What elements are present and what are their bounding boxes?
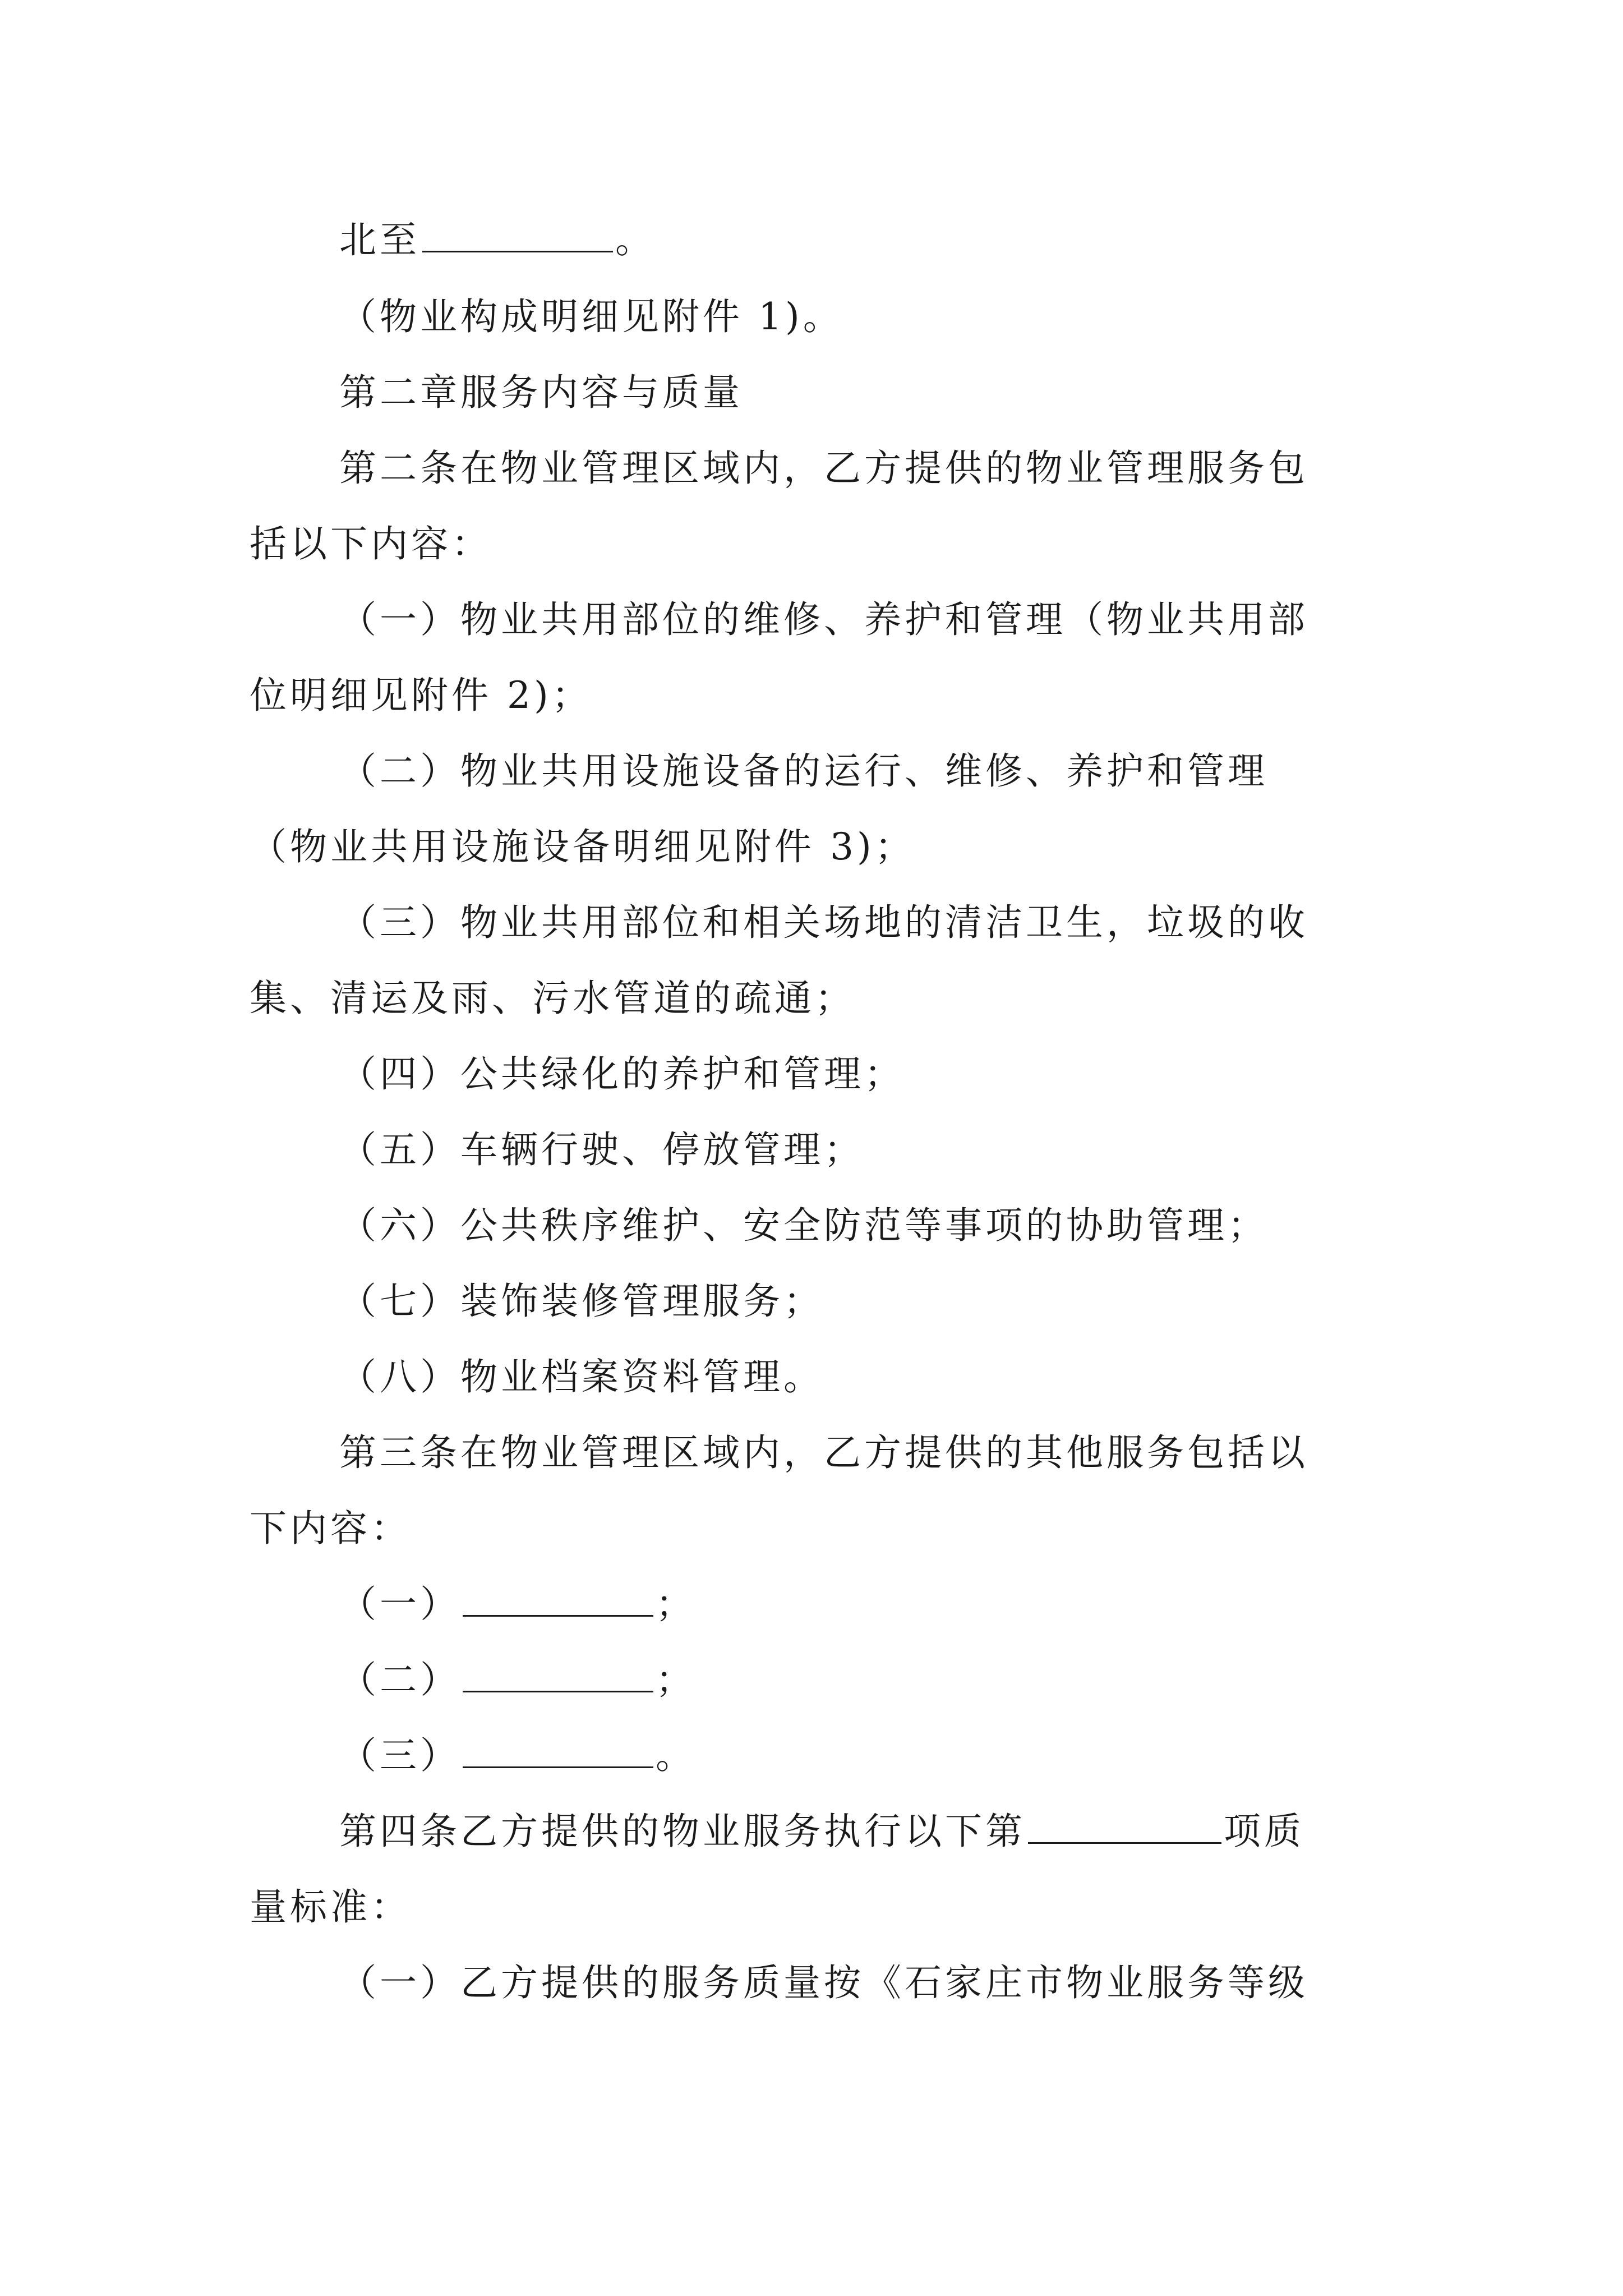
article-4-line: 量标准：	[250, 1885, 411, 1929]
blank-field	[463, 1580, 653, 1617]
list-item-line: （物业共用设施设备明细见附件 3)；	[250, 825, 915, 868]
article-3-line: 第三条在物业管理区域内，乙方提供的其他服务包括以	[339, 1431, 1308, 1474]
list-item-line: （六）公共秩序维护、安全防范等事项的协助管理；	[339, 1204, 1268, 1247]
text: 。	[656, 1734, 696, 1777]
text: 项质	[1224, 1810, 1304, 1853]
list-item-line: （四）公共绿化的养护和管理；	[339, 1052, 905, 1096]
list-item-line: （五）车辆行驶、停放管理；	[339, 1128, 864, 1171]
list-item-line: （二）物业共用设施设备的运行、维修、养护和管理	[339, 749, 1268, 793]
article-2-line: 第二条在物业管理区域内，乙方提供的物业管理服务包	[339, 447, 1308, 490]
list-item-line: （七）装饰装修管理服务；	[339, 1280, 824, 1323]
text: ；	[656, 1582, 696, 1626]
blank-field	[463, 1732, 653, 1768]
text: ；	[656, 1658, 696, 1701]
list-item-line: 集、清运及雨、污水管道的疏通；	[250, 977, 855, 1020]
text: 第四条乙方提供的物业服务执行以下第	[339, 1810, 1026, 1853]
text: （一）	[339, 1582, 460, 1626]
text: （二）	[339, 1658, 460, 1701]
blank-field	[1028, 1807, 1221, 1844]
fill-in-item	[339, 1579, 696, 1630]
list-item-line: （一）物业共用部位的维修、养护和管理（物业共用部	[339, 598, 1308, 641]
article-3-line: 下内容：	[250, 1507, 411, 1550]
blank-field	[463, 1656, 653, 1692]
text: 。	[615, 218, 656, 261]
list-item-line: （八）物业档案资料管理。	[339, 1355, 824, 1398]
list-item-line: 位明细见附件 2)；	[250, 674, 592, 717]
text: （三）	[339, 1734, 460, 1777]
line-north-boundary	[339, 215, 656, 265]
paragraph-line: （物业构成明细见附件 1)。	[339, 295, 843, 338]
text: 北至	[339, 218, 420, 261]
chapter-heading: 第二章服务内容与质量	[339, 371, 743, 414]
list-item-line: （一）乙方提供的服务质量按《石家庄市物业服务等级	[339, 1961, 1308, 2004]
list-item-line: （三）物业共用部位和相关场地的清洁卫生，垃圾的收	[339, 901, 1308, 944]
fill-in-item	[339, 1655, 696, 1705]
blank-field	[422, 216, 613, 252]
article-2-line: 括以下内容：	[250, 522, 492, 565]
fill-in-item	[339, 1731, 696, 1781]
article-4-line	[339, 1806, 1304, 1857]
